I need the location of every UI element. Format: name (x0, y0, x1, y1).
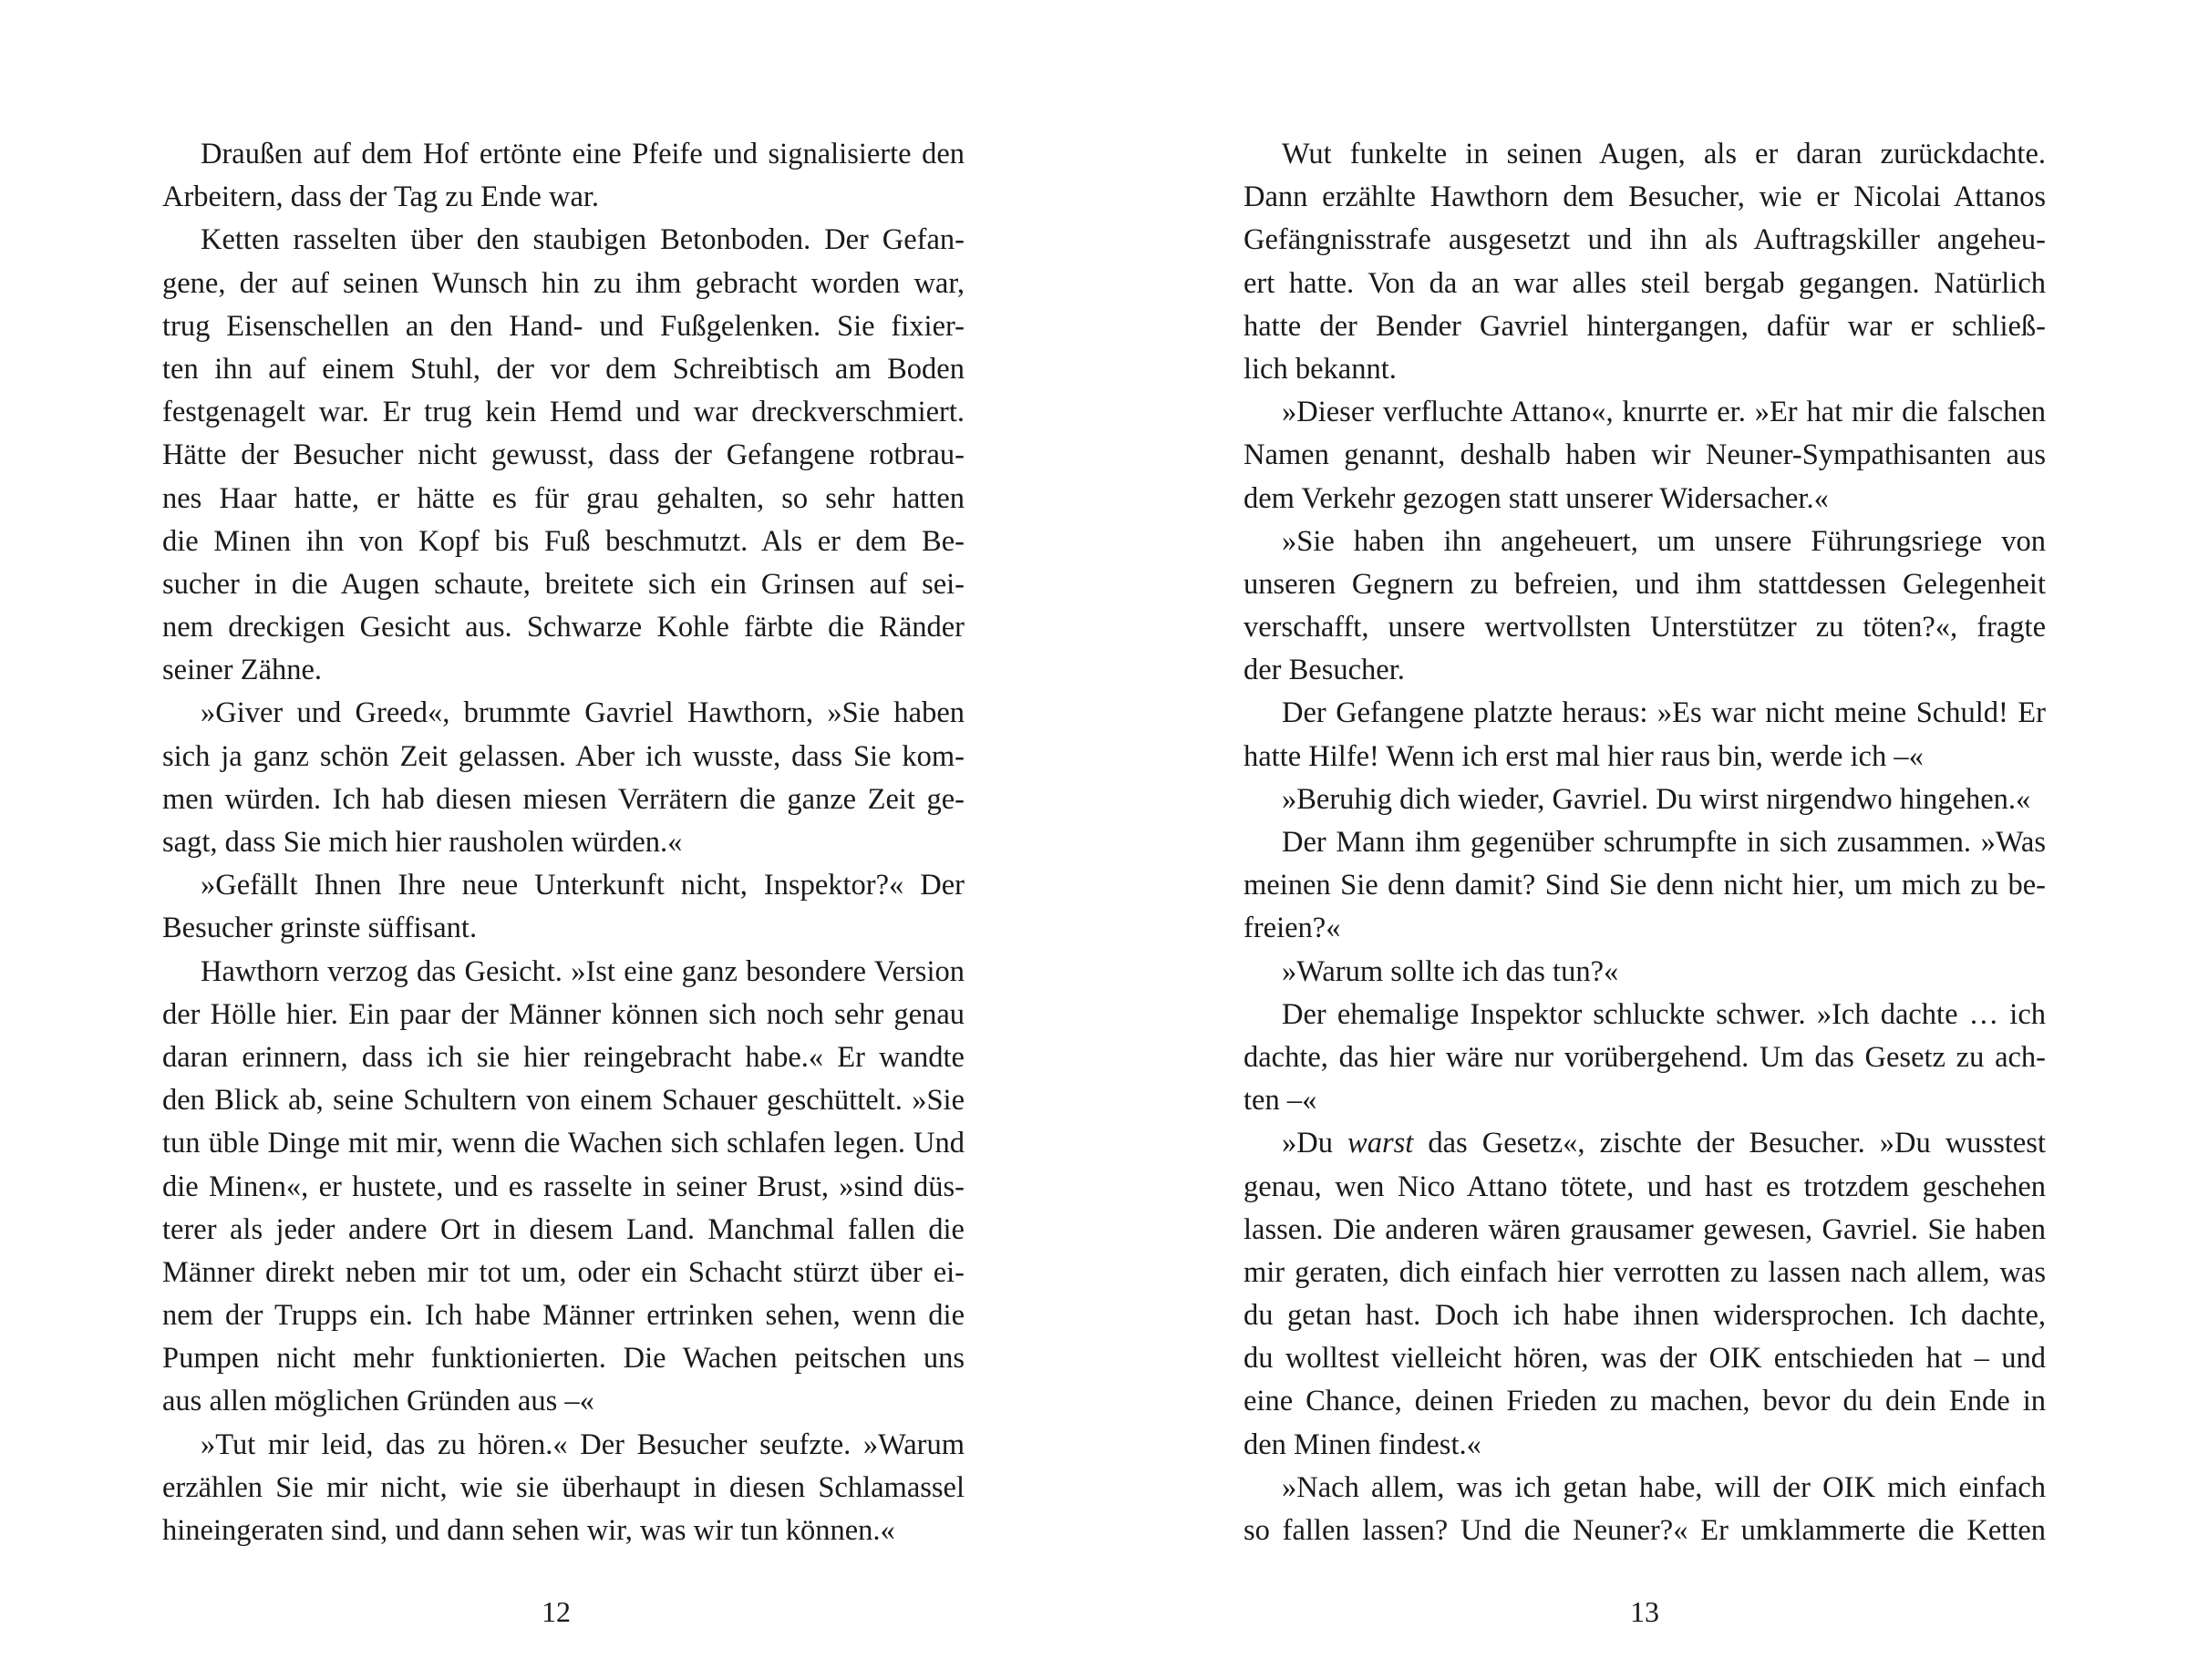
text-line: sagt, dass Sie mich hier rausholen würden.« (162, 826, 683, 859)
text-line: trug Eisenschellen an den Hand- und Fußgelenken. Sie fixier- (162, 309, 965, 343)
text-line: hatte Hilfe! Wenn ich erst mal hier raus bin, werde ich –« (1244, 739, 1924, 773)
text-line: seiner Zähne. (162, 654, 323, 687)
text-line: Wut funkelte in seinen Augen, als er daran zurückdachte. (1282, 138, 2046, 170)
text-line: so fallen lassen? Und die Neuner?« Er umklammerte die Ketten (1244, 1514, 2046, 1547)
text-line: Hawthorn verzog das Gesicht. »Ist eine ganz besondere Version (201, 954, 965, 988)
text-line: hineingeraten sind, und dann sehen wir, was wir tun können.« (162, 1514, 895, 1547)
page-number-right: 13 (1630, 1595, 1659, 1628)
text-line: du getan hast. Doch ich habe ihnen widersprochen. Ich dachte, (1244, 1299, 2046, 1333)
text-line: men würden. Ich hab diesen miesen Verrätern die ganze Zeit ge- (162, 782, 965, 816)
text-line: »Tut mir leid, das zu hören.« Der Besucher seufzte. »Warum (201, 1427, 965, 1461)
text-line: Arbeitern, dass der Tag zu Ende war. (162, 180, 600, 214)
text-line: »Giver und Greed«, brummte Gavriel Hawthorn, »Sie haben (201, 696, 965, 730)
text-line: genau, wen Nico Attano tötete, und hast es trotzdem geschehen (1244, 1170, 2046, 1203)
text-line: Der ehemalige Inspektor schluckte schwer. »Ich dachte … ich (1282, 997, 2046, 1031)
text-line (1244, 1122, 2046, 1165)
text-line: Pumpen nicht mehr funktionierten. Die Wachen peitschen uns (162, 1342, 965, 1376)
text-line: Draußen auf dem Hof ertönte eine Pfeife und signalisierte den (201, 138, 965, 170)
text-line: aus allen möglichen Gründen aus –« (162, 1385, 594, 1418)
text-line: hatte der Bender Gavriel hintergangen, dafür war er schließ- (1244, 309, 2046, 343)
text-line: meinen Sie denn damit? Sind Sie denn nicht hier, um mich zu be- (1244, 869, 2046, 902)
text-run: »Du (1282, 1127, 1348, 1160)
text-line: »Gefällt Ihnen Ihre neue Unterkunft nicht, Inspektor?« Der (201, 869, 965, 902)
text-line: lich bekannt. (1244, 352, 1397, 386)
text-line: freien?« (1244, 912, 1341, 945)
text-line: daran erinnern, dass ich sie hier reingebracht habe.« Er wandte (162, 1040, 965, 1074)
text-line: unseren Gegnern zu befreien, und ihm stattdessen Gelegenheit (1244, 567, 2046, 601)
text-line: ert hatte. Von da an war alles steil bergab gegangen. Natürlich (1244, 266, 2046, 300)
text-line: festgenagelt war. Er trug kein Hemd und war dreckverschmiert. (162, 396, 965, 429)
text-line: Namen genannt, deshalb haben wir Neuner-Sympathisanten aus (1244, 438, 2046, 472)
text-line: ten –« (1244, 1084, 1317, 1118)
text-line: sich ja ganz schön Zeit gelassen. Aber ich wusste, dass Sie kom- (162, 739, 965, 773)
text-line: Besucher grinste süffisant. (162, 912, 478, 945)
left-page (162, 133, 965, 1552)
text-line: mir geraten, dich einfach hier verrotten zu lassen nach allem, was (1244, 1255, 2046, 1289)
text-line: sucher in die Augen schaute, breitete sich ein Grinsen auf sei- (162, 567, 965, 601)
text-line: »Beruhig dich wieder, Gavriel. Du wirst nirgendwo hingehen.« (1282, 782, 2031, 816)
text-run: das Gesetz«, zischte der Besucher. »Du wusstest (1413, 1127, 2046, 1160)
text-line: den Minen findest.« (1244, 1427, 1481, 1461)
text-line: gene, der auf seinen Wunsch hin zu ihm gebracht worden war, (162, 266, 965, 300)
text-line: tun üble Dinge mit mir, wenn die Wachen sich schlafen legen. Und (162, 1127, 965, 1160)
text-line: ten ihn auf einem Stuhl, der vor dem Schreibtisch am Boden (162, 352, 965, 386)
text-line: du wolltest vielleicht hören, was der OIK entschieden hat – und (1244, 1342, 2046, 1376)
text-line: Dann erzählte Hawthorn dem Besucher, wie er Nicolai Attanos (1244, 180, 2046, 214)
right-page (1244, 133, 2046, 1552)
text-line: die Minen«, er hustete, und es rasselte in seiner Brust, »sind düs- (162, 1170, 965, 1203)
text-line: Gefängnisstrafe ausgesetzt und ihn als Auftragskiller angeheu- (1244, 223, 2046, 257)
text-line: nem der Trupps ein. Ich habe Männer ertrinken sehen, wenn die (162, 1299, 965, 1333)
text-line: nes Haar hatte, er hätte es für grau gehalten, so sehr hatten (162, 481, 965, 515)
page-number-left: 12 (542, 1595, 571, 1628)
text-line: den Blick ab, seine Schultern von einem Schauer geschüttelt. »Sie (162, 1084, 965, 1118)
text-line: erzählen Sie mir nicht, wie sie überhaupt in diesen Schlamassel (162, 1470, 965, 1504)
text-line: lassen. Die anderen wären grausamer gewesen, Gavriel. Sie haben (1244, 1212, 2046, 1246)
text-line: Der Mann ihm gegenüber schrumpfte in sich zusammen. »Was (1282, 826, 2046, 859)
text-line: Männer direkt neben mir tot um, oder ein Schacht stürzt über ei- (162, 1255, 965, 1289)
text-line: Hätte der Besucher nicht gewusst, dass der Gefangene rotbrau- (162, 438, 965, 472)
text-line: eine Chance, deinen Frieden zu machen, bevor du dein Ende in (1244, 1385, 2046, 1418)
text-line: terer als jeder andere Ort in diesem Land. Manchmal fallen die (162, 1212, 965, 1246)
text-line: »Sie haben ihn angeheuert, um unsere Führungsriege von (1282, 524, 2046, 558)
text-line: »Nach allem, was ich getan habe, will der OIK mich einfach (1282, 1470, 2046, 1504)
text-line: Der Gefangene platzte heraus: »Es war nicht meine Schuld! Er (1282, 696, 2046, 730)
right-page-text (1244, 133, 2046, 1552)
text-line: verschafft, unsere wertvollsten Unterstützer zu töten?«, fragte (1244, 611, 2046, 644)
text-line: die Minen ihn von Kopf bis Fuß beschmutzt. Als er dem Be- (162, 524, 965, 558)
text-line: der Besucher. (1244, 654, 1405, 687)
text-line: der Hölle hier. Ein paar der Männer können sich noch sehr genau (162, 997, 965, 1031)
text-line: dem Verkehr gezogen statt unserer Widersacher.« (1244, 481, 1829, 515)
text-line: »Warum sollte ich das tun?« (1282, 954, 1619, 988)
text-line: dachte, das hier wäre nur vorübergehend. Um das Gesetz zu ach- (1244, 1040, 2046, 1074)
left-page-text (162, 133, 965, 1552)
emphasized-word: warst (1347, 1127, 1414, 1160)
text-line: Ketten rasselten über den staubigen Betonboden. Der Gefan- (201, 223, 965, 257)
text-line: »Dieser verfluchte Attano«, knurrte er. »Er hat mir die falschen (1282, 396, 2046, 429)
text-line: nem dreckigen Gesicht aus. Schwarze Kohle färbte die Ränder (162, 611, 965, 644)
